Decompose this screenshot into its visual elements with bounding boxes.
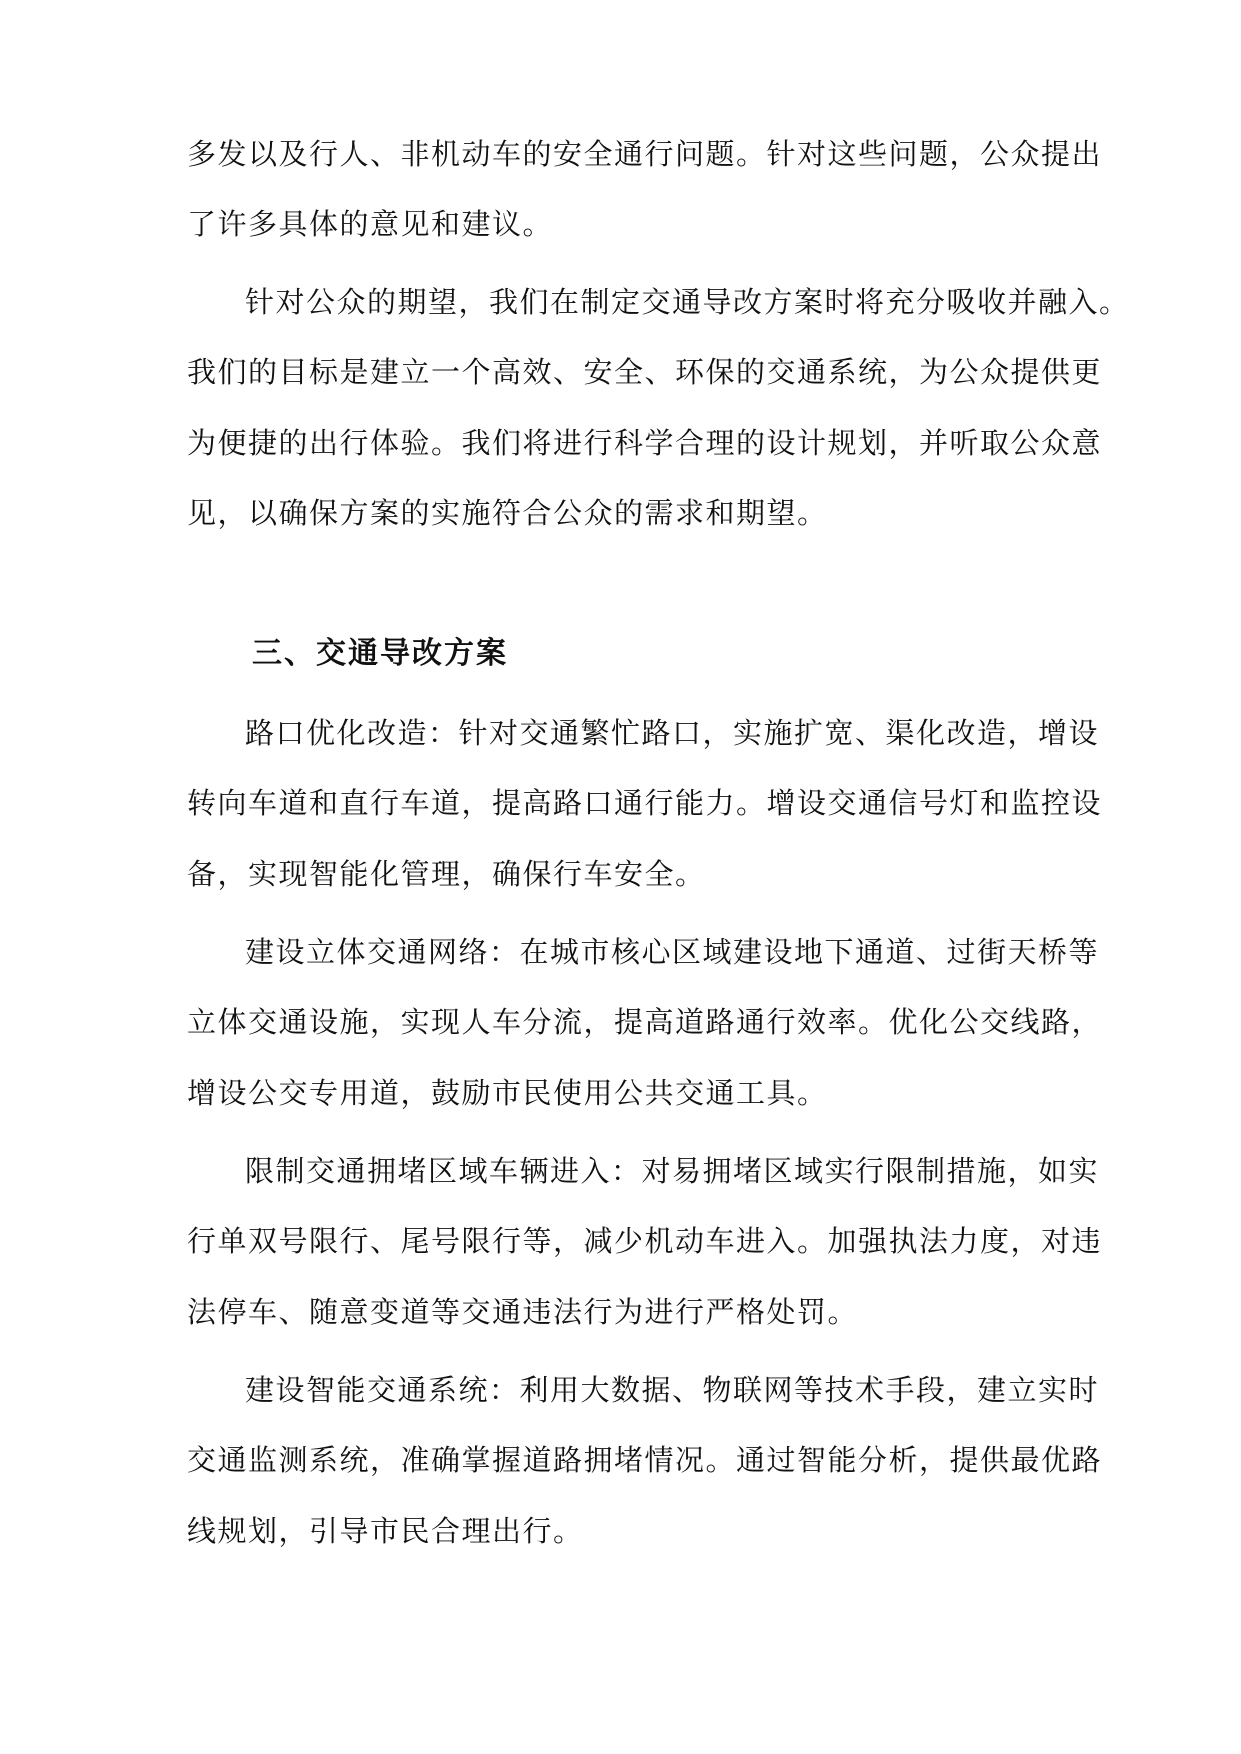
section-paragraph-2-line-2: 立体交通设施，实现人车分流，提高道路通行效率。优化公交线路， [187,1005,1103,1039]
section-paragraph-2-line-1: 建设立体交通网络：在城市核心区域建设地下通道、过街天桥等 [245,935,1100,969]
section-paragraph-4-line-2: 交通监测系统，准确掌握道路拥堵情况。通过智能分析，提供最优路 [187,1443,1103,1477]
paragraph-2-line-4: 见，以确保方案的实施符合公众的需求和期望。 [187,496,828,530]
section-paragraph-4-line-1: 建设智能交通系统：利用大数据、物联网等技术手段，建立实时 [245,1373,1100,1407]
section-paragraph-2-line-3: 增设公交专用道，鼓励市民使用公共交通工具。 [187,1076,828,1110]
section-paragraph-3-line-3: 法停车、随意变道等交通违法行为进行严格处罚。 [187,1295,859,1329]
paragraph-2-line-2: 我们的目标是建立一个高效、安全、环保的交通系统，为公众提供更 [187,355,1103,389]
section-heading: 三、交通导改方案 [252,636,508,671]
paragraph-1-line-2: 了许多具体的意见和建议。 [187,207,554,241]
section-paragraph-1-line-3: 备，实现智能化管理，确保行车安全。 [187,857,706,891]
section-paragraph-3-line-2: 行单双号限行、尾号限行等，减少机动车进入。加强执法力度，对违 [187,1224,1103,1258]
paragraph-2-line-1: 针对公众的期望，我们在制定交通导改方案时将充分吸收并融入。 [245,285,1130,319]
paragraph-1-line-1: 多发以及行人、非机动车的安全通行问题。针对这些问题，公众提出 [187,137,1103,171]
section-paragraph-4-line-3: 线规划，引导市民合理出行。 [187,1514,584,1548]
section-paragraph-1-line-1: 路口优化改造：针对交通繁忙路口，实施扩宽、渠化改造，增设 [245,716,1100,750]
paragraph-2-line-3: 为便捷的出行体验。我们将进行科学合理的设计规划，并听取公众意 [187,426,1103,460]
section-paragraph-3-line-1: 限制交通拥堵区域车辆进入：对易拥堵区域实行限制措施，如实 [245,1154,1100,1188]
section-paragraph-1-line-2: 转向车道和直行车道，提高路口通行能力。增设交通信号灯和监控设 [187,786,1103,820]
